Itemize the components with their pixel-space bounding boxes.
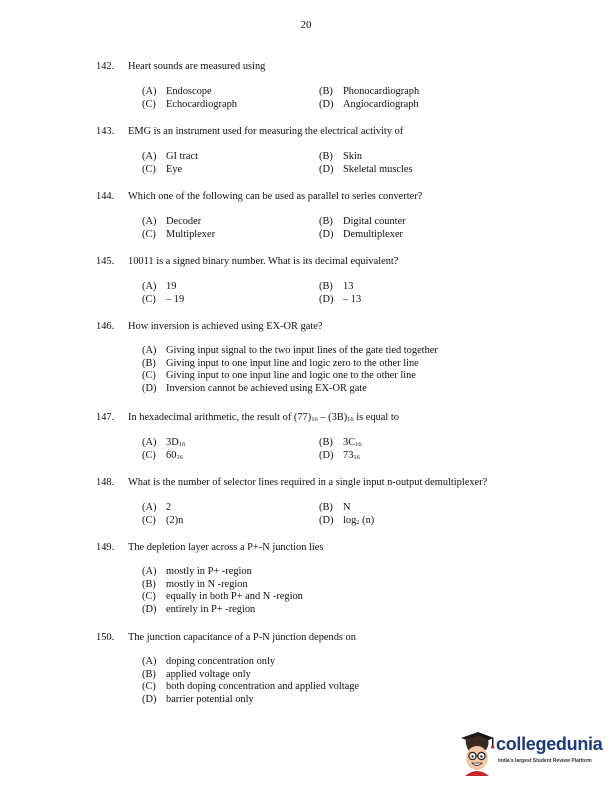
option-d: (D) Inversion cannot be achieved using EX-OR gate: [142, 382, 367, 394]
question-text: Which one of the following can be used as parallel to series converter?: [128, 191, 423, 202]
option-a: (A) GI tract: [142, 151, 199, 162]
option-b: (B) applied voltage only: [142, 668, 251, 680]
question-number: 147.: [96, 412, 115, 423]
question-149: [96, 541, 576, 616]
option-c: (C) Giving input to one input line and logic one to the other line: [142, 370, 416, 381]
option-d: (D) Demultiplexer: [319, 229, 404, 240]
option-d: (D) $73_{16}$: [319, 450, 360, 461]
option-a: (A) Decoder: [142, 216, 202, 227]
option-c: (C) $60_{16}$: [142, 450, 183, 461]
question-145: [96, 255, 576, 306]
question-number: 144.: [96, 191, 115, 202]
option-b: (B) Giving input to one input line and logic zero to the other line: [142, 357, 419, 369]
option-b: (B) 13: [319, 281, 354, 292]
option-b: (B) Phonocardiograph: [319, 86, 420, 97]
question-150: [96, 631, 576, 706]
option-c: (C) both doping concentration and applied voltage: [142, 681, 360, 692]
question-text: What is the number of selector lines required in a single input n-output demultiplexer?: [128, 477, 488, 488]
option-b: (B) Skin: [319, 151, 363, 162]
option-d: (D) – 13: [319, 294, 362, 305]
option-b: (B) mostly in N -region: [142, 578, 248, 590]
question-number: 145.: [96, 256, 115, 267]
option-a: (A) mostly in P+ -region: [142, 566, 252, 577]
question-text: EMG is an instrument used for measuring the electrical activity of: [128, 126, 404, 137]
option-d: (D) $\log_2 (n)$: [319, 515, 375, 526]
option-b: (B) Digital counter: [319, 216, 406, 227]
question-number: 150.: [96, 632, 115, 643]
option-b: (B) $3C_{16}$: [319, 437, 362, 448]
option-a: (A) Endoscope: [142, 86, 212, 97]
option-a: (A) 2: [142, 502, 172, 513]
option-d: (D) barrier potential only: [142, 693, 254, 705]
collegedunia-logo: [458, 730, 604, 780]
question-144: [96, 190, 576, 241]
question-143: [96, 125, 576, 176]
question-number: 142.: [96, 61, 115, 72]
question-text: How inversion is achieved using EX-OR gate?: [128, 321, 323, 332]
question-146: [96, 320, 576, 395]
option-c: (C) equally in both P+ and N -region: [142, 591, 303, 602]
option-c: (C) Multiplexer: [142, 229, 216, 240]
option-a: (A) doping concentration only: [142, 656, 276, 667]
option-c: (C) (2)n: [142, 515, 184, 526]
question-text: The junction capacitance of a P-N junction depends on: [128, 632, 356, 643]
option-d: (D) entirely in P+ -region: [142, 603, 256, 615]
option-c: (C) Echocardiograph: [142, 99, 237, 110]
option-b: (B) N: [319, 502, 351, 513]
question-text: Heart sounds are measured using: [128, 61, 266, 72]
option-c: (C) Eye: [142, 164, 183, 175]
question-number: 146.: [96, 321, 115, 332]
option-a: (A) $3D_{16}$: [142, 437, 186, 448]
option-a: (A) 19: [142, 281, 177, 292]
question-text: In hexadecimal arithmetic, the result of $(77)_{16} - (3B)_{16}$ is equal to: [128, 412, 399, 423]
logo-tagline: India's largest Student Review Platform: [498, 758, 592, 764]
option-a: (A) Giving input signal to the two input lines of the gate tied together: [142, 345, 438, 356]
question-number: 143.: [96, 126, 115, 137]
option-d: (D) Angiocardiograph: [319, 99, 419, 110]
option-d: (D) Skeletal muscles: [319, 164, 413, 175]
mascot-icon: [458, 730, 496, 778]
question-text: 10011 is a signed binary number. What is its decimal equivalent?: [128, 256, 399, 267]
page-number: 20: [300, 19, 312, 31]
option-c: (C) – 19: [142, 294, 185, 305]
question-142: [96, 60, 576, 111]
logo-name: collegedunia: [496, 734, 603, 754]
question-148: [96, 476, 576, 527]
question-text: The depletion layer across a P+-N junction lies: [128, 542, 324, 553]
question-number: 148.: [96, 477, 115, 488]
question-147: [96, 411, 576, 462]
question-number: 149.: [96, 542, 115, 553]
